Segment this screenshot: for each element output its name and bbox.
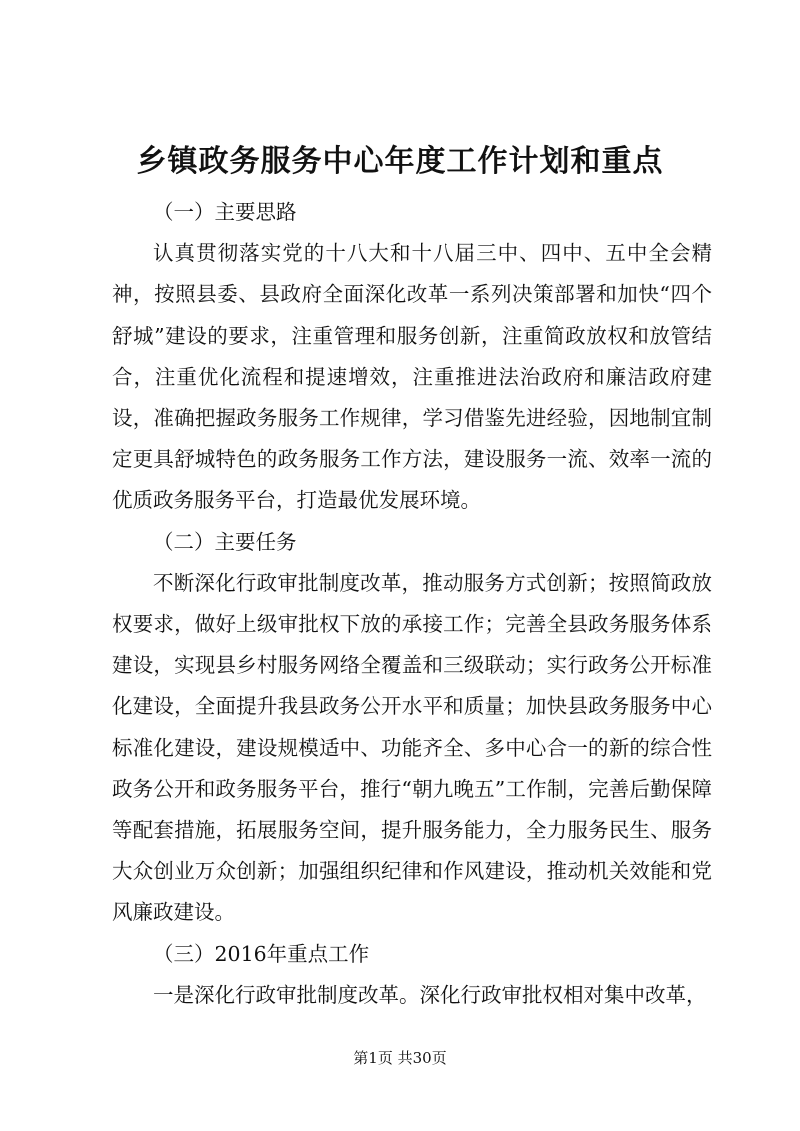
section-heading-main-ideas: （一）主要思路	[153, 200, 297, 224]
document-title: 乡镇政务服务中心年度工作计划和重点	[136, 144, 664, 179]
paragraph-key-work-2016: 一是深化行政审批制度改革。深化行政审批权相对集中改革，	[153, 982, 707, 1007]
paragraph-main-ideas: 认真贯彻落实党的十八大和十八届三中、四中、五中全会精神，按照县委、县政府全面深化改革一系列决策部署和加快“四个舒城”建设的要求，注重管理和服务创新，注重简政放权和放管结合，注重优化流程和提速增效，注重推进法治政府和廉洁政府建设，准确把握政务服务工作规律，学习借鉴先进经验，因地制宜制定更具舒城特色的政务服务工作方法，建设服务一流、效率一流的优质政务服务平台，打造最优发展环境。	[112, 241, 712, 513]
section-heading-main-tasks: （二）主要任务	[153, 529, 297, 554]
paragraph-main-tasks: 不断深化行政审批制度改革，推动服务方式创新；按照简政放权要求，做好上级审批权下放的承接工作；完善全县政务服务体系建设，实现县乡村服务网络全覆盖和三级联动；实行政务公开标准化建设，全面提升我县政务公开水平和质量；加快县政务服务中心标准化建设，建设规模适中、功能齐全、多中心合一的新的综合性政务公开和政务服务平台，推行“朝九晚五”工作制，完善后勤保障等配套措施，拓展服务空间，提升服务能力，全力服务民生、服务大众创业万众创新；加强组织纪律和作风建设，推动机关效能和党风廉政建设。	[112, 570, 712, 925]
section-heading-key-work-2016: （三）2016年重点工作	[153, 941, 370, 966]
page-footer: 第1页 共30页	[353, 1049, 447, 1067]
document-body	[112, 192, 712, 1016]
